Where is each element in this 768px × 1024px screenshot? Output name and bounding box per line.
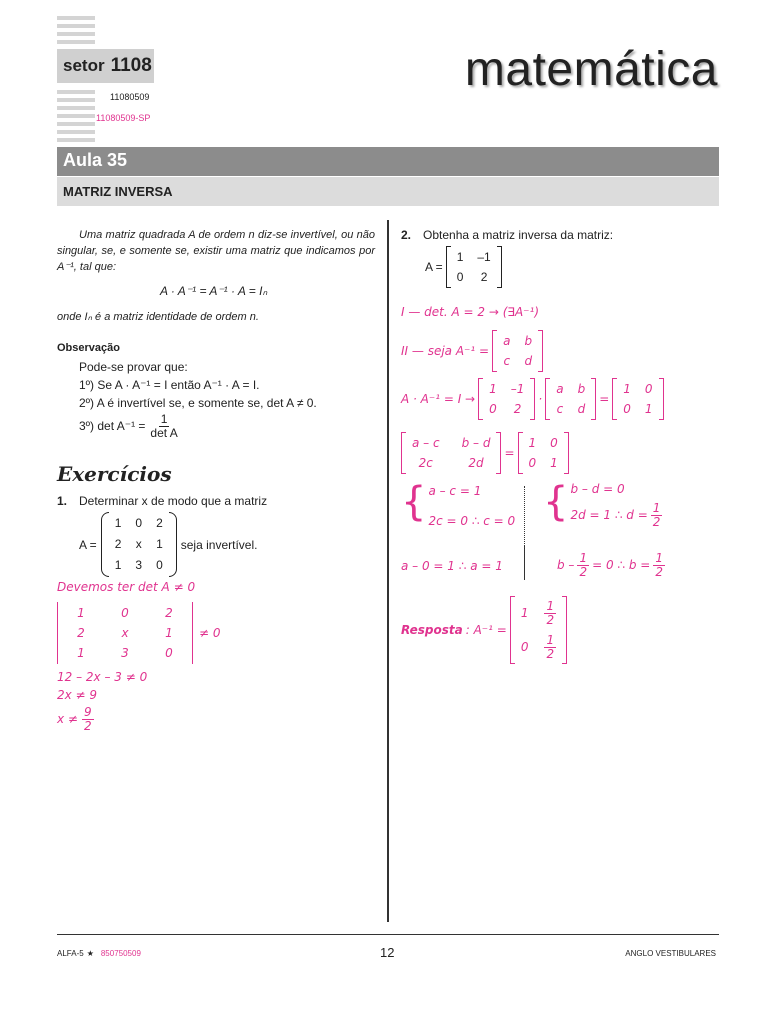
right-bracket [530,378,535,420]
right-bracket [496,432,501,474]
matrix-entry: 1 [114,558,122,572]
det-entry: 1 [165,626,173,640]
det-entry: 0 [121,606,129,620]
q1-number: 1. [57,494,68,508]
matrix-entry: 2 [480,270,488,284]
answer-lhs: : A⁻¹ = [465,623,507,638]
sol-b-lhs: b – [557,558,575,573]
step3-identity [612,378,663,420]
fraction-denominator: 2 [546,612,555,627]
matrix-entry: 1 [156,537,163,551]
matrix-entry: a – c [412,436,440,450]
matrix-entries [550,378,591,420]
q1-suffix: seja invertível. [180,537,258,552]
matrix-entry: 1 [456,250,464,264]
matrix-entry: 0 [456,270,464,284]
code-sp: 11080509-SP [96,113,151,123]
footer-right: ANGLO VESTIBULARES [625,949,716,958]
matrix-entry: 2 [156,516,163,530]
equals-sign: = [504,446,515,460]
det-entry: 0 [165,646,173,660]
sol-b-mid: = 0 ∴ b = [592,558,651,573]
fraction-denominator: 2 [83,718,92,733]
matrix-entry: 2 [513,402,522,416]
step3-matrix-a [478,378,535,420]
det-entry: 1 [77,646,85,660]
q1-determinant [57,602,193,664]
sol-b-fraction-2 [653,552,665,578]
footer-code: 850750509 [100,949,141,958]
q1-step3 [57,706,94,732]
right-bracket [538,330,543,372]
matrix-entry: 0 [550,436,558,450]
q2-lhs: A = [425,260,443,274]
matrix-entry: 1 [489,382,497,396]
matrix-entries [617,378,658,420]
matrix-entry-fraction [544,634,556,660]
q1-prompt: Determinar x de modo que a matriz [79,494,268,508]
identity-note: onde Iₙ é a matriz identidade de ordem n. [57,311,259,323]
setor-box [57,49,154,83]
matrix-entry: 0 [528,456,537,470]
q1-solution-line1: Devemos ter det A ≠ 0 [57,580,196,594]
fraction-numerator: 1 [546,633,555,648]
det-suffix: ≠ 0 [199,626,221,640]
matrix-entry: –1 [477,250,491,264]
matrix-entry: 1 [550,456,558,470]
q2-step1: I — det. A = 2 → (∃A⁻¹) [401,305,540,319]
matrix-entry: 0 [520,640,529,655]
matrix-entry: 1 [623,382,631,396]
dot-operator: · [538,392,543,406]
code: 11080509 [110,92,150,102]
det-inverse-fraction [150,413,177,439]
unknown-entries [497,330,538,372]
observacao-item-1: 1º) Se A · A⁻¹ = I então A⁻¹ · A = I. [79,378,260,392]
det-entries [60,602,190,664]
matrix-entry: d [524,354,533,368]
footer-rule [57,934,719,935]
system-right [543,479,662,529]
right-bracket [659,378,664,420]
observacao-title: Observação [57,342,120,354]
matrix-entries [523,432,564,474]
step3-fraction [82,706,94,732]
step4-identity [518,432,569,474]
observacao-lead: Pode-se provar que: [79,360,188,374]
matrix-entry: 2 [114,537,122,551]
fraction-numerator: 1 [579,551,588,565]
det-entry: 2 [165,606,173,620]
setor-prefix: setor [63,56,105,75]
q1-step1: 12 – 2x – 3 ≠ 0 [57,670,148,684]
equation: b – d = 0 [570,482,625,496]
solution-a: a – 0 = 1 ∴ a = 1 [401,559,503,573]
matrix-entry: a [556,382,564,396]
matrix-entry: 1 [644,402,653,416]
equals-sign: = [599,392,610,406]
answer-entries [515,596,562,664]
star-icon: ★ [86,949,94,958]
left-brace-icon: { [543,479,569,525]
lesson-title-bar [57,147,719,176]
q1-matrix [101,512,177,577]
matrix-entry: 0 [135,516,143,530]
matrix-entry: d [577,402,586,416]
equation: a – c = 1 [428,484,482,498]
fraction-numerator: 1 [655,551,663,565]
matrix-entry: 0 [489,402,497,416]
matrix-entry: b [524,334,533,348]
matrix-entry: x [135,537,142,551]
system-right-equations [570,482,662,528]
fraction-numerator: 1 [160,412,168,426]
matrix-entry: c [556,402,564,416]
matrix-entry: c [503,354,511,368]
fraction-denominator: 2 [546,646,555,661]
matrix-entry: –1 [510,382,525,396]
answer-label: Resposta [401,623,463,638]
system-left [401,479,516,530]
fraction-denominator: 2 [579,564,588,579]
matrix-entry: a [503,334,511,348]
q2-number: 2. [401,228,412,242]
step3-matrix-unknown [545,378,596,420]
fraction-numerator: 1 [546,599,555,613]
right-bracket [497,246,502,288]
matrix-entry: 2c [418,456,433,470]
fraction-numerator: 1 [652,501,661,515]
matrix-entry: 0 [623,402,631,416]
q2-inverse-unknown [492,330,543,372]
fraction-numerator: 9 [83,705,92,719]
right-bracket [564,432,569,474]
intro-definition: Uma matriz quadrada A de ordem n diz-se invertível, ou não singular, se, e somente se, existir uma matriz que indicamos por A⁻¹, tal que: [57,229,375,273]
equation [570,502,662,528]
d-fraction [651,502,663,528]
fraction-denominator: 2 [652,514,661,529]
step4-product [401,432,501,474]
system-left-equations [428,482,515,530]
footer-left [57,949,141,958]
left-paren [101,512,109,577]
setor-number: 1108 [110,55,152,76]
left-brace-icon: { [401,479,427,525]
observacao-item-3 [79,413,178,439]
lesson-title: Aula 35 [63,150,128,170]
q2-matrix-entries [451,246,497,288]
identity-formula: A · A⁻¹ = A⁻¹ · A = Iₙ [160,284,268,298]
sol-b-fraction [577,552,589,578]
fraction-denominator: 2 [655,564,663,579]
matrix-entry: 3 [135,558,143,572]
page-number: 12 [380,945,395,960]
matrix-entry: 2d [468,456,484,470]
det-entry: 2 [77,626,85,640]
matrix-entry: b – d [461,436,491,450]
step2-text: II — seja A⁻¹ = [401,344,490,358]
lesson-subtitle-bar [57,177,719,206]
det-entry: x [121,626,129,640]
q2-matrix-row [425,246,502,288]
matrix-entry: 1 [528,436,537,450]
matrix-entry: b [577,382,586,396]
matrix-entry: 1 [520,606,529,621]
matrix-entries [483,378,530,420]
answer [401,596,567,664]
equation: 2c = 0 ∴ c = 0 [428,514,516,528]
subject-title: matemática [464,43,718,96]
det-entry: 1 [77,606,85,620]
fraction-denominator: det A [150,425,178,440]
column-divider [387,220,389,922]
step3-lhs: x ≠ [57,712,78,727]
q1-determinant-row [57,602,221,664]
equation-lhs: 2d = 1 ∴ d = [570,508,648,523]
q2-step2 [401,330,543,372]
q1-step2: 2x ≠ 9 [57,688,98,702]
exercicios-title: Exercícios [57,462,172,486]
step3-lhs: A · A⁻¹ = I → [401,392,476,406]
matrix-entry: 0 [644,382,653,396]
right-bracket [591,378,596,420]
q2-step3 [401,378,664,420]
det-right-bar [190,602,193,664]
q2-matrix [446,246,502,288]
right-bracket [562,596,567,664]
matrix-entry: 1 [114,516,122,530]
answer-matrix [510,596,567,664]
matrix-entry-fraction [544,600,556,626]
footer-series: ALFA-5 [57,949,84,958]
right-paren [169,512,177,577]
solution-b [557,552,665,578]
det-entry: 3 [121,646,129,660]
observacao-item-3-text: 3º) det A⁻¹ = [79,419,146,434]
q2-prompt: Obtenha a matriz inversa da matriz: [423,228,614,242]
q1-lhs: A = [79,537,97,552]
matrix-entry: 0 [156,558,163,572]
q2-step4 [401,432,569,474]
q1-matrix-row [79,512,257,577]
lesson-subtitle: MATRIZ INVERSA [63,184,173,199]
q1-matrix-entries [109,512,169,577]
system-solid-divider [524,545,525,580]
matrix-entries [406,432,496,474]
observacao-item-2: 2º) A é invertível se, e somente se, det A ≠ 0. [79,396,317,410]
